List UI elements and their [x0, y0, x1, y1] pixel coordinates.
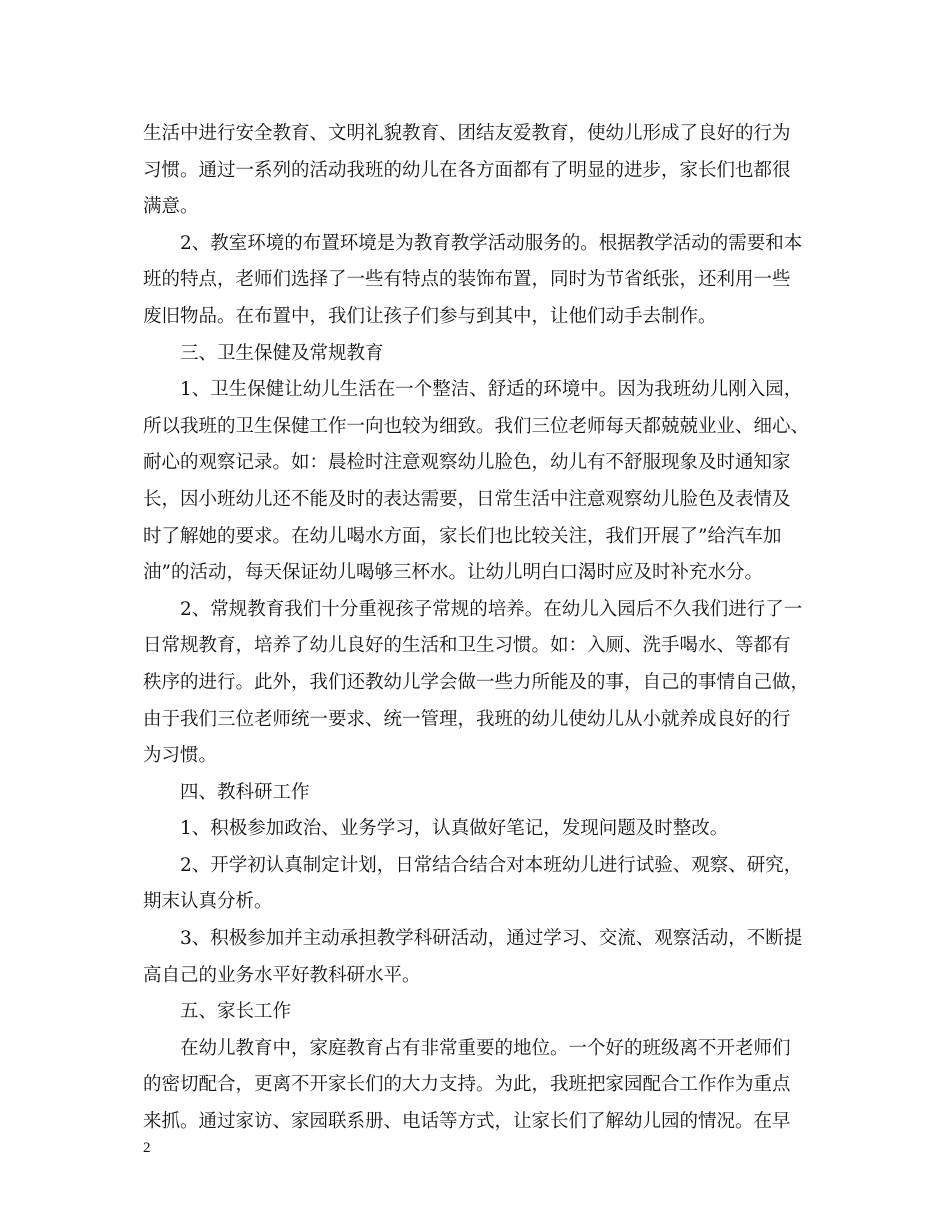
text-line: 秩序的进行。此外，我们还教幼儿学会做一些力所能及的事，自己的事情自己做，: [143, 671, 810, 693]
text-line: 所以我班的卫生保健工作一向也较为细致。我们三位老师每天都兢兢业业、细心、: [143, 415, 810, 437]
text-line: 的密切配合，更离不开家长们的大力支持。为此，我班把家园配合工作作为重点: [143, 1074, 791, 1096]
text-line: 2、开学初认真制定计划，日常结合结合对本班幼儿进行试验、观察、研究，: [180, 854, 803, 876]
text-line: 在幼儿教育中，家庭教育占有非常重要的地位。一个好的班级离不开老师们: [180, 1037, 791, 1059]
text-line: 高自己的业务水平好教科研水平。: [143, 964, 421, 986]
page-number: 2: [143, 1140, 151, 1156]
text-line: 长，因小班幼儿还不能及时的表达需要，日常生活中注意观察幼儿脸色及表情及: [143, 488, 791, 510]
text-line: 生活中进行安全教育、文明礼貌教育、团结友爱教育，使幼儿形成了良好的行为: [143, 123, 791, 144]
section-heading: 四、教科研工作: [180, 781, 310, 803]
text-line: 2、教室环境的布置环境是为教育教学活动服务的。根据教学活动的需要和本: [180, 232, 803, 254]
body-text: [143, 116, 810, 1141]
text-line: 来抓。通过家访、家园联系册、电话等方式，让家长们了解幼儿园的情况。在早: [143, 1111, 791, 1133]
text-line: 期末认真分析。: [143, 891, 273, 913]
text-line: 由于我们三位老师统一要求、统一管理，我班的幼儿使幼儿从小就养成良好的行: [143, 708, 791, 730]
text-line: 2、常规教育我们十分重视孩子常规的培养。在幼儿入园后不久我们进行了一: [180, 598, 803, 620]
text-line: 耐心的观察记录。如：晨检时注意观察幼儿脸色，幼儿有不舒服现象及时通知家: [143, 452, 791, 474]
text-line: 班的特点，老师们选择了一些有特点的装饰布置，同时为节省纸张，还利用一些: [143, 269, 791, 291]
text-line: 3、积极参加并主动承担教学科研活动，通过学习、交流、观察活动，不断提: [180, 928, 803, 950]
text-line: 习惯。通过一系列的活动我班的幼儿在各方面都有了明显的进步，家长们也都很: [143, 159, 791, 181]
section-heading: 三、卫生保健及常规教育: [180, 342, 384, 364]
section-heading: 五、家长工作: [180, 1001, 292, 1023]
text-line: 油”的活动，每天保证幼儿喝够三杯水。让幼儿明白口渴时应及时补充水分。: [143, 562, 763, 584]
text-line: 时了解她的要求。在幼儿喝水方面，家长们也比较关注，我们开展了”给汽车加: [143, 525, 782, 547]
text-line: 满意。: [143, 196, 199, 218]
text-line: 日常规教育，培养了幼儿良好的生活和卫生习惯。如：入厕、洗手喝水、等都有: [143, 635, 791, 657]
text-line: 为习惯。: [143, 745, 218, 767]
text-line: 1、卫生保健让幼儿生活在一个整洁、舒适的环境中。因为我班幼儿刚入园，: [180, 379, 803, 401]
text-line: 废旧物品。在布置中，我们让孩子们参与到其中，让他们动手去制作。: [143, 305, 717, 327]
text-line: 1、积极参加政治、业务学习，认真做好笔记，发现问题及时整改。: [180, 818, 729, 840]
